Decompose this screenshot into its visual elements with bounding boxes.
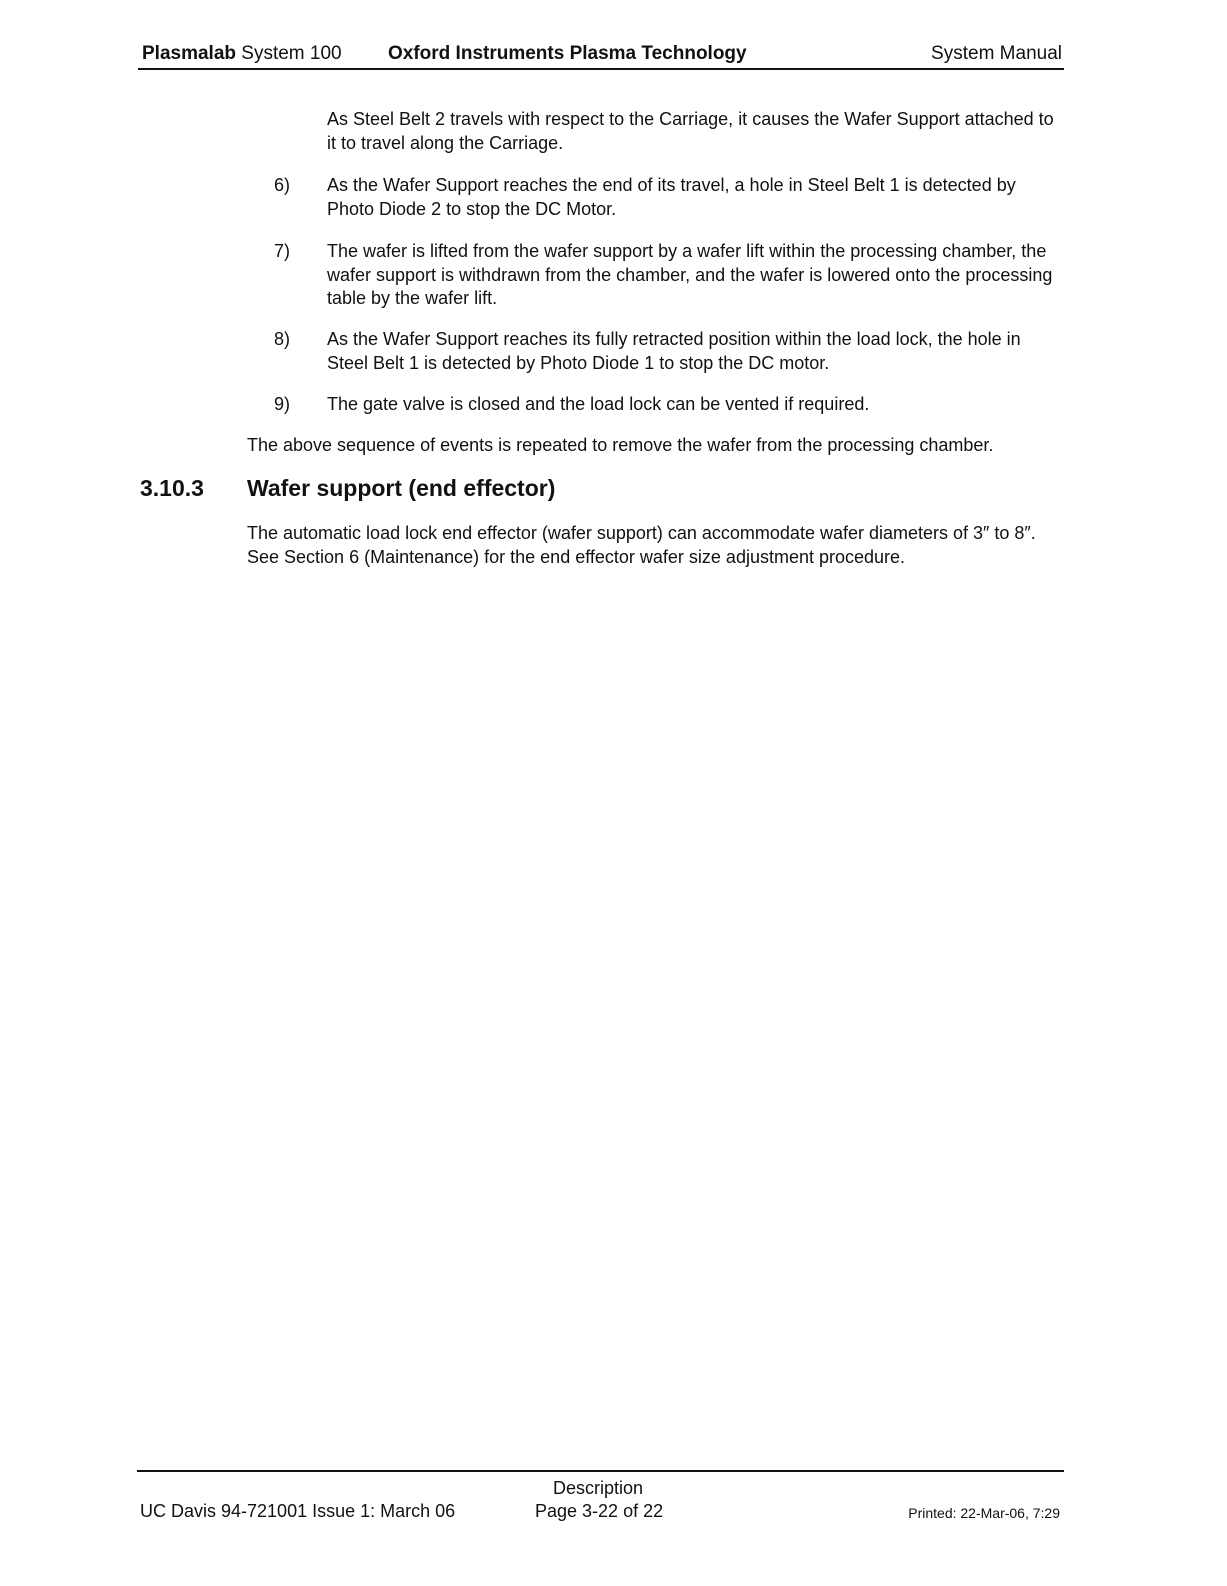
section-paragraph: The automatic load lock end effector (wafer support) can accommodate wafer diameters of 3″ to 8″. See Section 6 (Maintenance) for the end effector wafer size adjustment procedure.: [247, 523, 1036, 567]
header-product: [142, 43, 342, 65]
list-item-number: 6): [274, 175, 291, 195]
list-item-text: As the Wafer Support reaches the end of its travel, a hole in Steel Belt 1 is detected by Photo Diode 2 to stop the DC Motor.: [327, 175, 1016, 219]
continuation-paragraph: As Steel Belt 2 travels with respect to the Carriage, it causes the Wafer Support attached to it to travel along the Carriage.: [327, 109, 1054, 153]
footer-chapter: Description: [553, 1478, 644, 1498]
header-product-brand: Plasmalab: [142, 43, 236, 64]
list-item-number: 8): [274, 329, 291, 349]
footer-divider: [137, 1470, 1064, 1472]
footer-document-reference: UC Davis 94-721001 Issue 1: March 06: [140, 1501, 456, 1521]
header-product-model: System 100: [241, 43, 342, 64]
list-item-number: 9): [274, 394, 291, 414]
header-manual: System Manual: [931, 43, 1062, 64]
footer-page-number: Page 3-22 of 22: [535, 1501, 664, 1521]
section-number: 3.10.3: [140, 475, 204, 501]
list-item-text: The wafer is lifted from the wafer support by a wafer lift within the processing chamber, the wafer support is withdrawn from the chamber, and the wafer is lowered onto the processing table by the wafer lift.: [327, 241, 1053, 308]
list-item-text: As the Wafer Support reaches its fully retracted position within the load lock, the hole in Steel Belt 1 is detected by Photo Diode 1 to stop the DC motor.: [327, 329, 1021, 373]
footer-printed-date: Printed: 22-Mar-06, 7:29: [908, 1505, 1060, 1521]
section-title: Wafer support (end effector): [247, 475, 556, 501]
page-header: [138, 40, 1064, 70]
header-company: Oxford Instruments Plasma Technology: [388, 43, 747, 64]
list-item-text: The gate valve is closed and the load lock can be vented if required.: [327, 394, 870, 414]
list-item-number: 7): [274, 241, 291, 261]
summary-paragraph: The above sequence of events is repeated to remove the wafer from the processing chamber.: [247, 435, 994, 455]
